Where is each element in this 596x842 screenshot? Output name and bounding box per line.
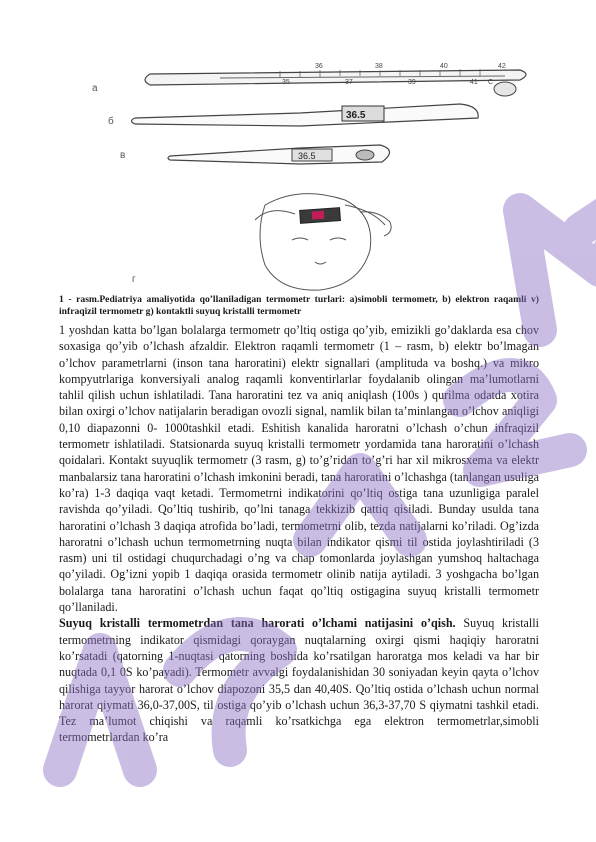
- scale-38: 38: [375, 63, 383, 70]
- electronic-thermometer: [108, 104, 478, 127]
- paragraph-1: 1 yoshdan katta bo’lgan bolalarga termometr qo’ltiq ostiga qo’yib, emizikli go’daklarda esa chov soxasiga qo’yib o’lchash afzaldir. Elektron raqamli termometr (1 – rasm, b) elektr bo’lmagan o’lchov parametrlarni (inson tana haroratini) elektr signallari (amplituda va boshq.) va mikro kompyutrlariga konversiyali analog raqamli konventirlarlar foydalanib olingan ma’lumotlarni tahlil qilish uchun ishlatiladi. Tana haroratini tez va aniq aniqlash (100s ) qurilma odatda xotira bilan oxirgi o’lchov natijalarin beradigan ovozli signal, namlik bilan ta’minlangan o’lchov aniqligi 0,10 diapazonni 0- 1000tashkil etadi. Eshitish kanalida haroratni o’lchash o’chun infraqizil termometr ishlatiladi. Statsionarda suyuq kristalli termometr yordamida tana haroratini o’lchash qoidalari. Kontakt suyuqlik termometr (3 rasm, g) to’g’ridan to’g’ri har xil mikrosxema va elektr manbalarsiz tana haroratini o’lchash imkonini beradi, tana haroratini o’lchashga (tanlangan usuliga ko’ra) 1-3 daqiqa vaqt ketadi. Termometrni indikatorini qo’ltiq ostiga tana uzunligiga paralel ravishda qo’yiladi. Qo’ltiq tushirib, qo’lni tanaga tekkizib qattiq qisiladi. Bunday usulda tana haroratini o’lchash 3 daqiqa atrofida bo’ladi, termometrni olib, tezda natijalarni ko’riladi. Og’izda haroratni o’lchash uchun termometrning nuqta bilan indikator qismi til ostida joylashtiriladi (3 rasm) uni til ostidagi chuqurchadagi o’ng va chap tomonlarda joylashgan yumshoq haltachaga qo’yiladi. Og’izni yopib 1 daqiqa orasida termometr olinib natija aytiladi. 3 yoshgacha bo’lgan bolalarga tana haroratini o’lchash uchun faqat qo’ltiq ostigagina suyuq kristalli termometr qo’llaniladi.: [59, 323, 539, 615]
- paragraph-2: [59, 615, 539, 745]
- label-g: г: [132, 274, 136, 285]
- mercury-thermometer: [92, 63, 526, 96]
- figure-caption: 1 - rasm.Pediatriya amaliyotida qo’llaniladigan termometr turlari: a)simobli termometr, b) elektron raqamli v) infraqizil termometr g) kontaktli suyuq kristalli termometr: [59, 294, 539, 317]
- scale-35: 35: [282, 79, 290, 86]
- body-text: [59, 322, 539, 746]
- label-b: б: [108, 116, 114, 127]
- scale-unit: C: [488, 79, 494, 86]
- scale-40: 40: [440, 63, 448, 70]
- scale-36: 36: [315, 63, 323, 70]
- display-v: 36.5: [298, 151, 316, 161]
- label-a: a: [92, 83, 98, 94]
- paragraph-2-heading: Suyuq kristalli termometrdan tana harorati o’lchami natijasini o’qish.: [59, 616, 456, 631]
- paragraph-2-text: Suyuq kristalli termometrning indikator qismidagi qoraygan nuqtalarning oxirgi qismi haqiqiy haroratni ko’rsatadi (qatorning 1-nuqtasi qatorning boshida ko’rsatilgan haroratga mos keladi va har bir nuqtada 0,1 0S ko’payadi). Termometr avvalgi foydalanishidan 30 soniyadan keyin qayta o’lchov qilishiga tayyor harorat o’lchov diapozoni 35,5 dan 40,40S. Qo’ltiq ostida o’lchash uchun normal harorat qiymati 36,0-37,00S, til ostiga qo’yib o’lchash uchun 36,3-37,70 S qiymatni tashkil etadi. Tez ma’lumot chiqishi va raqamli ko’rsatkichga ega elektron termometrlar,simobli termometrlardan ko’ra: [59, 616, 539, 745]
- scale-42: 42: [498, 63, 506, 70]
- scale-37: 37: [345, 79, 353, 86]
- infrared-thermometer: [120, 145, 390, 164]
- label-v: в: [120, 150, 126, 161]
- liquid-crystal-thermometer: [132, 194, 391, 291]
- thermometer-figure: [0, 0, 596, 300]
- scale-39: 39: [408, 79, 416, 86]
- display-b: 36.5: [346, 110, 366, 121]
- scale-41: 41: [470, 79, 478, 86]
